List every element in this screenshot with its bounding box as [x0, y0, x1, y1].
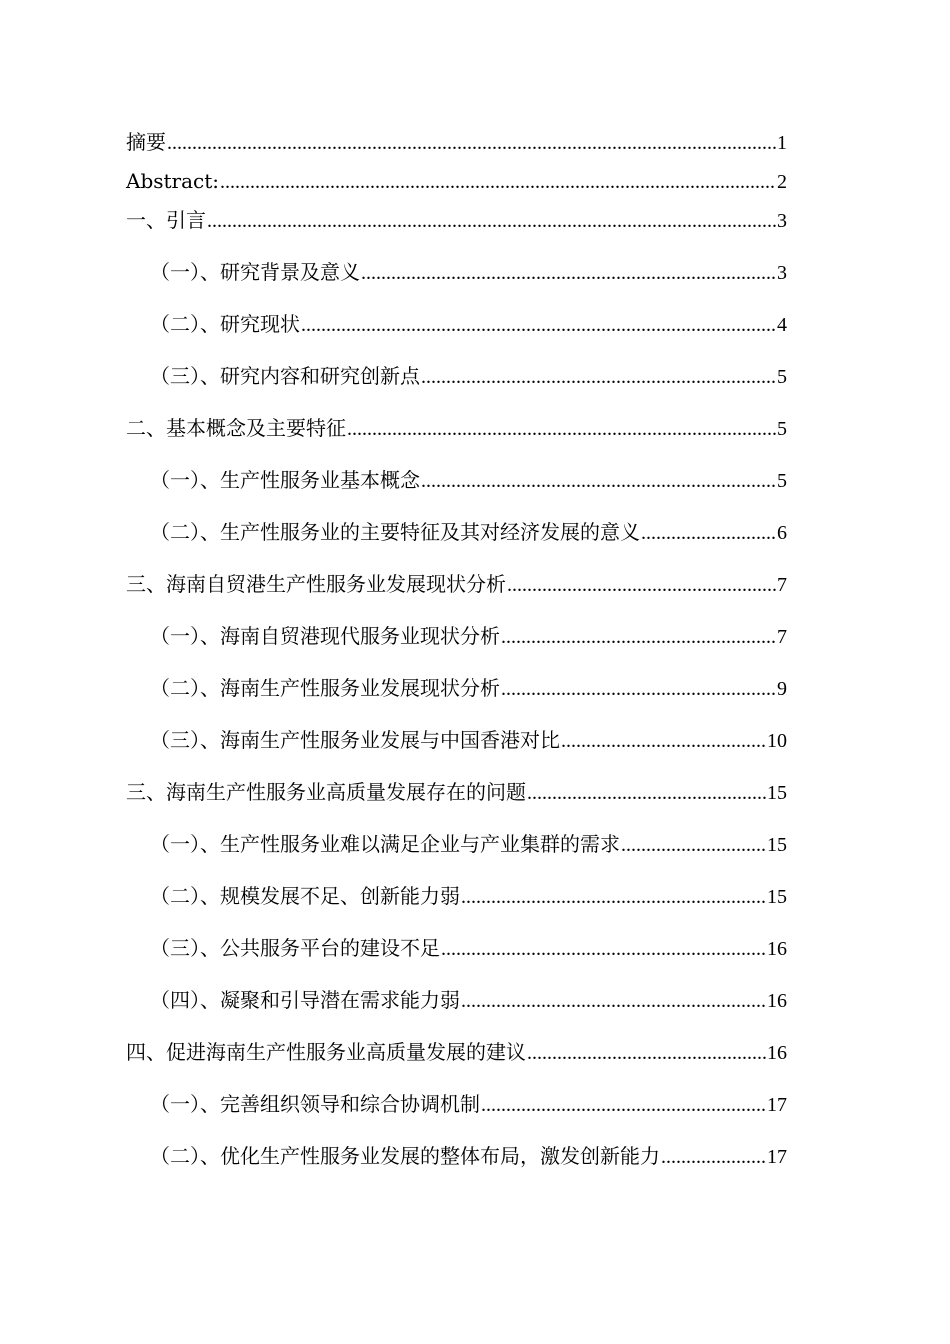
toc-entry-title: （一）、生产性服务业难以满足企业与产业集群的需求: [150, 832, 620, 856]
toc-entry-title: 三、海南自贸港生产性服务业发展现状分析: [126, 572, 506, 596]
toc-page-number: 5: [777, 366, 787, 388]
toc-entry-section-3-1[interactable]: [126, 622, 787, 651]
toc-dot-leader: [167, 129, 776, 157]
toc-page-number: 4: [777, 314, 787, 336]
toc-entry-title: （二）、规模发展不足、创新能力弱: [150, 884, 460, 908]
toc-entry-chapter-4[interactable]: [126, 1038, 787, 1067]
toc-dot-leader: [207, 207, 776, 235]
toc-dot-leader: [507, 571, 776, 599]
toc-entry-title: （一）、海南自贸港现代服务业现状分析: [150, 624, 500, 648]
toc-dot-leader: [301, 311, 776, 339]
toc-entry-title: （三）、海南生产性服务业发展与中国香港对比: [150, 728, 560, 752]
toc-page-number: 3: [777, 210, 787, 232]
toc-dot-leader: [501, 675, 776, 703]
toc-entry-section-1-1[interactable]: [126, 258, 787, 287]
toc-entry-chapter-2[interactable]: [126, 414, 787, 443]
toc-page-number: 1: [777, 132, 787, 154]
toc-dot-leader: [461, 883, 766, 911]
toc-entry-title: （三）、公共服务平台的建设不足: [150, 936, 440, 960]
toc-entry-title: （二）、研究现状: [150, 312, 300, 336]
toc-dot-leader: [621, 831, 766, 859]
toc-entry-section-4-2[interactable]: [126, 1142, 787, 1171]
toc-dot-leader: [421, 363, 776, 391]
toc-page-number: 16: [767, 990, 787, 1012]
toc-entry-section-3b-4[interactable]: [126, 986, 787, 1015]
toc-entry-title: （三）、研究内容和研究创新点: [150, 364, 420, 388]
toc-entry-chapter-1[interactable]: [126, 206, 787, 235]
toc-page-number: 17: [767, 1094, 787, 1116]
toc-page-number: 7: [777, 626, 787, 648]
toc-page-number: 5: [777, 418, 787, 440]
toc-page-number: 5: [777, 470, 787, 492]
toc-entry-title: 三、海南生产性服务业高质量发展存在的问题: [126, 780, 526, 804]
toc-dot-leader: [661, 1143, 766, 1171]
toc-entry-title: （一）、完善组织领导和综合协调机制: [150, 1092, 480, 1116]
toc-entry-title: 摘要: [126, 130, 166, 154]
toc-entry-chapter-3[interactable]: [126, 570, 787, 599]
toc-dot-leader: [347, 415, 776, 443]
toc-entry-title: （四）、凝聚和引导潜在需求能力弱: [150, 988, 460, 1012]
toc-page-number: 15: [767, 886, 787, 908]
toc-entry-title: Abstract:: [126, 169, 220, 193]
toc-dot-leader: [220, 168, 776, 196]
toc-dot-leader: [361, 259, 776, 287]
toc-page-number: 7: [777, 574, 787, 596]
toc-entry-abstract-cn[interactable]: [126, 128, 787, 157]
toc-dot-leader: [641, 519, 776, 547]
toc-page-number: 17: [767, 1146, 787, 1168]
toc-page-number: 16: [767, 1042, 787, 1064]
toc-entry-chapter-3b[interactable]: [126, 778, 787, 807]
toc-dot-leader: [561, 727, 766, 755]
toc-entry-title: （二）、生产性服务业的主要特征及其对经济发展的意义: [150, 520, 640, 544]
toc-entry-title: 一、引言: [126, 208, 206, 232]
toc-dot-leader: [421, 467, 776, 495]
toc-entry-title: （一）、生产性服务业基本概念: [150, 468, 420, 492]
toc-page-number: 6: [777, 522, 787, 544]
toc-page-number: 16: [767, 938, 787, 960]
toc-entry-title: （二）、海南生产性服务业发展现状分析: [150, 676, 500, 700]
toc-page-number: 15: [767, 834, 787, 856]
toc-entry-section-3b-3[interactable]: [126, 934, 787, 963]
toc-entry-abstract-en[interactable]: [126, 167, 787, 196]
toc-entry-title: （二）、优化生产性服务业发展的整体布局，激发创新能力: [150, 1144, 660, 1168]
toc-entry-section-2-2[interactable]: [126, 518, 787, 547]
toc-entry-title: 二、基本概念及主要特征: [126, 416, 346, 440]
toc-entry-title: 四、促进海南生产性服务业高质量发展的建议: [126, 1040, 526, 1064]
toc-page-number: 2: [777, 171, 787, 193]
toc-entry-section-3b-2[interactable]: [126, 882, 787, 911]
toc-entry-section-3-3[interactable]: [126, 726, 787, 755]
toc-page-number: 3: [777, 262, 787, 284]
toc-entry-section-4-1[interactable]: [126, 1090, 787, 1119]
toc-dot-leader: [481, 1091, 766, 1119]
toc-entry-section-3b-1[interactable]: [126, 830, 787, 859]
toc-dot-leader: [501, 623, 776, 651]
toc-dot-leader: [527, 779, 766, 807]
toc-page-number: 9: [777, 678, 787, 700]
toc-entry-section-1-3[interactable]: [126, 362, 787, 391]
toc-entry-section-2-1[interactable]: [126, 466, 787, 495]
toc-page-number: 10: [767, 730, 787, 752]
toc-dot-leader: [527, 1039, 766, 1067]
toc-dot-leader: [461, 987, 766, 1015]
toc-entry-section-3-2[interactable]: [126, 674, 787, 703]
toc-entry-title: （一）、研究背景及意义: [150, 260, 360, 284]
toc-page-number: 15: [767, 782, 787, 804]
toc-dot-leader: [441, 935, 766, 963]
toc-entry-section-1-2[interactable]: [126, 310, 787, 339]
